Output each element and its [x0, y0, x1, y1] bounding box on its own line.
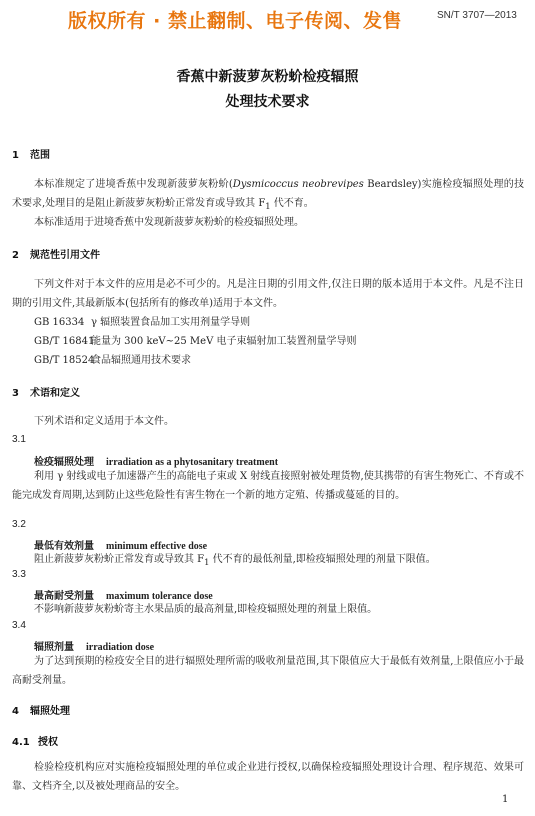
- section-1-paragraph-1: [12, 175, 524, 216]
- watermark-banner: 版权所有 · 禁止翻制、电子传阅、发售: [68, 10, 402, 32]
- text-run: 代不育。: [270, 198, 314, 209]
- term-3-2-definition: [12, 550, 524, 572]
- term-chinese: 辐照剂量: [34, 642, 74, 653]
- page-number: 1: [502, 794, 509, 805]
- species-name: Dysmicoccus neobrevipes: [232, 179, 364, 190]
- term-number: 3.3: [12, 569, 26, 580]
- term-english: maximum tolerance dose: [106, 591, 213, 602]
- section-4-1-heading: [12, 733, 58, 748]
- section-3-heading: [12, 384, 80, 399]
- reference-code: GB/T 18524: [34, 355, 95, 366]
- term-chinese: 检疫辐照处理: [34, 457, 94, 468]
- reference-code: GB/T 16841: [34, 336, 95, 347]
- term-number: 3.4: [12, 620, 26, 631]
- section-number: 4: [12, 706, 19, 717]
- reference-code: GB 16334: [34, 317, 85, 328]
- text-run: 本标准规定了进境香蕉中发现新菠萝灰粉蚧(: [34, 179, 233, 190]
- section-1-paragraph-2: 本标准适用于进境香蕉中发现新菠萝灰粉蚧的检疫辐照处理。: [34, 217, 304, 228]
- term-english: minimum effective dose: [106, 541, 208, 552]
- reference-title: γ 辐照装置食品加工实用剂量学导则: [91, 317, 251, 328]
- section-number: 4.1: [12, 737, 30, 748]
- reference-item: [34, 313, 250, 328]
- section-title: 范围: [30, 150, 50, 161]
- term-3-4-definition: 为了达到预期的检疫安全目的进行辐照处理所需的吸收剂量范围,其下限值应大于最低有效剂量,上限值应小于最高耐受剂量。: [12, 656, 524, 686]
- document-title-line1: 香蕉中新菠萝灰粉蚧检疫辐照: [176, 69, 359, 85]
- section-4-1-paragraph: 检验检疫机构应对实施检疫辐照处理的单位或企业进行授权,以确保检疫辐照处理设计合理、程序规范、效果可靠、文档齐全,以及被处理商品的安全。: [12, 762, 524, 792]
- section-number: 1: [12, 150, 19, 161]
- section-3-intro: 下列术语和定义适用于本文件。: [34, 416, 174, 427]
- subscript: 1: [265, 201, 271, 211]
- term-chinese: 最高耐受剂量: [34, 591, 94, 602]
- section-title: 辐照处理: [30, 706, 70, 717]
- text-run: 阻止新菠萝灰粉蚧正常发育或导致其 F: [34, 554, 205, 565]
- section-4-heading: [12, 702, 70, 717]
- reference-item: [34, 351, 191, 366]
- term-3-4: [34, 638, 154, 653]
- term-3-3-definition: 不影响新菠萝灰粉蚧寄主水果品质的最高剂量,即检疫辐照处理的剂量上限值。: [34, 604, 378, 615]
- standard-number: SN/T 3707—2013: [437, 10, 517, 21]
- section-title: 术语和定义: [30, 388, 80, 399]
- text-run: 代不育的最低剂量,即检疫辐照处理的剂量下限值。: [209, 554, 436, 565]
- section-1-heading: [12, 146, 50, 161]
- section-2-paragraph-1: 下列文件对于本文件的应用是必不可少的。凡是注日期的引用文件,仅注日期的版本适用于本文件。凡是不注日期的引用文件,其最新版本(包括所有的修改单)适用于本文件。: [12, 279, 524, 309]
- term-number: 3.1: [12, 434, 26, 445]
- term-3-1: [34, 453, 278, 468]
- section-number: 3: [12, 388, 19, 399]
- section-2-heading: [12, 246, 100, 261]
- reference-title: 食品辐照通用技术要求: [91, 355, 191, 366]
- term-english: irradiation dose: [86, 642, 155, 653]
- text-run: Beardsley)实施检疫辐照处理的技术要求,处理目的是阻止新菠萝灰粉蚧正常发育或导致其 F: [12, 179, 524, 209]
- term-number: 3.2: [12, 519, 26, 530]
- term-chinese: 最低有效剂量: [34, 541, 94, 552]
- term-english: irradiation as a phytosanitary treatment: [106, 457, 279, 468]
- reference-title: 能量为 300 keV~25 MeV 电子束辐射加工装置剂量学导则: [91, 336, 357, 347]
- subscript: 1: [204, 557, 210, 567]
- section-title: 规范性引用文件: [30, 250, 100, 261]
- section-title: 授权: [38, 737, 58, 748]
- reference-item: [34, 332, 356, 347]
- document-title-line2: 处理技术要求: [225, 94, 310, 110]
- section-number: 2: [12, 250, 19, 261]
- term-3-1-definition: 利用 γ 射线或电子加速器产生的高能电子束或 X 射线直接照射被处理货物,使其携带的有害生物死亡、不育或不能完成发育周期,达到防止这些危险性有害生物在一个新的地方定殖、传播或蔓延的目的。: [12, 471, 524, 501]
